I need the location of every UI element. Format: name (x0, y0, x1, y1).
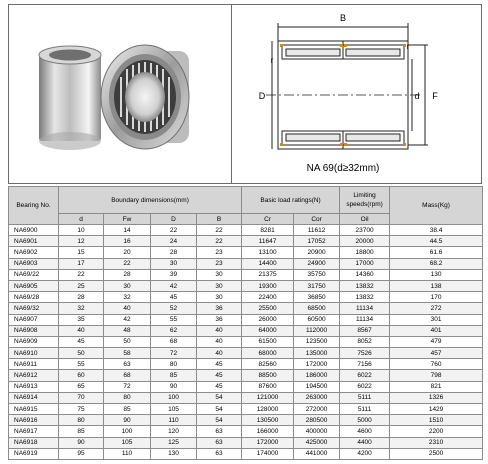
fw-cell: 63 (104, 359, 151, 370)
d-cell: 17 (59, 258, 104, 269)
cr-cell: 87600 (242, 381, 294, 392)
d-cell: 70 (59, 392, 104, 403)
b-cell: 63 (197, 426, 242, 437)
table-row (9, 258, 483, 269)
fw-cell: 16 (104, 236, 151, 247)
header-limiting-speeds: Limiting speeds(rpm) (340, 187, 390, 214)
fw-cell: 28 (104, 269, 151, 280)
cr-cell: 11647 (242, 236, 294, 247)
mass-cell: 798 (390, 370, 483, 381)
oil-cell: 4400 (340, 437, 390, 448)
oil-cell: 7156 (340, 359, 390, 370)
mass-cell: 130 (390, 269, 483, 280)
cor-cell: 272000 (294, 404, 340, 415)
header-mass: Mass(Kg) (390, 187, 483, 225)
bearing-no-cell: NA6917 (9, 426, 59, 437)
cr-cell: 14400 (242, 258, 294, 269)
bearing-no-cell: NA6919 (9, 448, 59, 459)
table-row (9, 404, 483, 415)
cor-cell: 400000 (294, 426, 340, 437)
oil-cell: 8052 (340, 336, 390, 347)
oil-cell: 20000 (340, 236, 390, 247)
bearing-no-cell: NA6909 (9, 336, 59, 347)
fw-cell: 40 (104, 303, 151, 314)
cor-cell: 425000 (294, 437, 340, 448)
cr-cell: 19300 (242, 280, 294, 291)
oil-cell: 6022 (340, 370, 390, 381)
b-cell: 40 (197, 336, 242, 347)
header-oil: Oil (340, 214, 390, 225)
fw-cell: 72 (104, 381, 151, 392)
b-cell: 63 (197, 448, 242, 459)
cor-cell: 36850 (294, 292, 340, 303)
table-row (9, 392, 483, 403)
drawing-caption: NA 69(d≥32mm) (306, 163, 380, 174)
bearing-no-cell: NA6907 (9, 314, 59, 325)
outer-d-cell: 30 (151, 258, 197, 269)
b-cell: 54 (197, 392, 242, 403)
fw-cell: 22 (104, 258, 151, 269)
b-cell: 45 (197, 381, 242, 392)
mass-cell: 272 (390, 303, 483, 314)
outer-d-cell: 120 (151, 426, 197, 437)
mass-cell: 2200 (390, 426, 483, 437)
outer-d-cell: 90 (151, 381, 197, 392)
d-cell: 90 (59, 437, 104, 448)
header-bearing-no: Bearing No. (9, 187, 59, 225)
cr-cell: 21375 (242, 269, 294, 280)
d-cell: 50 (59, 348, 104, 359)
b-cell: 23 (197, 258, 242, 269)
fw-cell: 110 (104, 448, 151, 459)
outer-d-cell: 55 (151, 314, 197, 325)
cr-cell: 68000 (242, 348, 294, 359)
d-cell: 35 (59, 314, 104, 325)
b-cell: 54 (197, 415, 242, 426)
b-cell: 36 (197, 303, 242, 314)
inner-ring-image (39, 46, 101, 150)
fw-cell: 80 (104, 392, 151, 403)
d-cell: 32 (59, 303, 104, 314)
table-row (9, 381, 483, 392)
fw-cell: 42 (104, 314, 151, 325)
outer-d-cell: 80 (151, 359, 197, 370)
bearing-no-cell: NA69/32 (9, 303, 59, 314)
d-cell: 75 (59, 404, 104, 415)
d-cell: 25 (59, 280, 104, 291)
cor-cell: 280500 (294, 415, 340, 426)
bearing-no-cell: NA6901 (9, 236, 59, 247)
fw-cell: 85 (104, 404, 151, 415)
outer-d-cell: 28 (151, 247, 197, 258)
table-row (9, 336, 483, 347)
outer-d-cell: 110 (151, 415, 197, 426)
cr-cell: 61500 (242, 336, 294, 347)
bearing-photo (9, 5, 231, 183)
header-boundary-dimensions: Boundary dimensions(mm) (59, 187, 242, 214)
dim-b-label: B (339, 13, 347, 23)
b-cell: 54 (197, 404, 242, 415)
cor-cell: 31750 (294, 280, 340, 291)
bearing-no-cell: NA6913 (9, 381, 59, 392)
b-cell: 40 (197, 325, 242, 336)
oil-cell: 13832 (340, 280, 390, 291)
cor-cell: 112000 (294, 325, 340, 336)
dim-f-label: F (432, 91, 438, 101)
table-row (9, 314, 483, 325)
cor-cell: 17052 (294, 236, 340, 247)
cr-cell: 25500 (242, 303, 294, 314)
mass-cell: 44.5 (390, 236, 483, 247)
b-cell: 30 (197, 292, 242, 303)
outer-d-cell: 85 (151, 370, 197, 381)
outer-d-cell: 72 (151, 348, 197, 359)
d-cell: 80 (59, 415, 104, 426)
table-row (9, 269, 483, 280)
oil-cell: 23700 (340, 225, 390, 236)
fw-cell: 100 (104, 426, 151, 437)
mass-cell: 457 (390, 348, 483, 359)
d-cell: 65 (59, 381, 104, 392)
outer-d-cell: 100 (151, 392, 197, 403)
cr-cell: 88500 (242, 370, 294, 381)
dim-r-right-label: r (406, 42, 410, 51)
cr-cell: 8281 (242, 225, 294, 236)
b-cell: 36 (197, 314, 242, 325)
cor-cell: 186000 (294, 370, 340, 381)
fw-cell: 48 (104, 325, 151, 336)
mass-cell: 1429 (390, 404, 483, 415)
cr-cell: 121000 (242, 392, 294, 403)
header-fw: Fw (104, 214, 151, 225)
d-cell: 10 (59, 225, 104, 236)
fw-cell: 68 (104, 370, 151, 381)
cor-cell: 35750 (294, 269, 340, 280)
d-cell: 55 (59, 359, 104, 370)
bearing-no-cell: NA6911 (9, 359, 59, 370)
bearing-spec-table (8, 186, 483, 460)
b-cell: 40 (197, 348, 242, 359)
mass-cell: 68.2 (390, 258, 483, 269)
table-row (9, 415, 483, 426)
d-cell: 15 (59, 247, 104, 258)
mass-cell: 38.4 (390, 225, 483, 236)
fw-cell: 30 (104, 280, 151, 291)
cr-cell: 82560 (242, 359, 294, 370)
d-cell: 85 (59, 426, 104, 437)
cor-cell: 263000 (294, 392, 340, 403)
mass-cell: 1326 (390, 392, 483, 403)
bearing-no-cell: NA6915 (9, 404, 59, 415)
bearing-no-cell: NA6910 (9, 348, 59, 359)
bearing-no-cell: NA69/28 (9, 292, 59, 303)
d-cell: 40 (59, 325, 104, 336)
mass-cell: 301 (390, 314, 483, 325)
cr-cell: 130500 (242, 415, 294, 426)
oil-cell: 11134 (340, 303, 390, 314)
d-cell: 28 (59, 292, 104, 303)
table-row (9, 247, 483, 258)
cr-cell: 166000 (242, 426, 294, 437)
oil-cell: 18800 (340, 247, 390, 258)
outer-d-cell: 45 (151, 292, 197, 303)
technical-drawing (232, 5, 481, 183)
bearing-no-cell: NA6900 (9, 225, 59, 236)
outer-d-cell: 62 (151, 325, 197, 336)
needle-bearing-image (101, 45, 189, 149)
oil-cell: 17000 (340, 258, 390, 269)
table-row (9, 359, 483, 370)
cor-cell: 20900 (294, 247, 340, 258)
fw-cell: 32 (104, 292, 151, 303)
cor-cell: 68500 (294, 303, 340, 314)
table-row (9, 236, 483, 247)
header-cr: Cr (242, 214, 294, 225)
b-cell: 63 (197, 437, 242, 448)
oil-cell: 5000 (340, 415, 390, 426)
bearing-no-cell: NA6912 (9, 370, 59, 381)
mass-cell: 138 (390, 280, 483, 291)
dim-r-left-label: r (270, 56, 274, 65)
oil-cell: 8567 (340, 325, 390, 336)
header-d: d (59, 214, 104, 225)
mass-cell: 170 (390, 292, 483, 303)
b-cell: 22 (197, 236, 242, 247)
d-cell: 95 (59, 448, 104, 459)
fw-cell: 58 (104, 348, 151, 359)
table-row (9, 292, 483, 303)
cr-cell: 26000 (242, 314, 294, 325)
bearing-no-cell: NA6908 (9, 325, 59, 336)
table-row (9, 370, 483, 381)
oil-cell: 4600 (340, 426, 390, 437)
cor-cell: 172000 (294, 359, 340, 370)
b-cell: 23 (197, 247, 242, 258)
oil-cell: 6022 (340, 381, 390, 392)
oil-cell: 4200 (340, 448, 390, 459)
b-cell: 30 (197, 280, 242, 291)
dim-d-inner-label: d (414, 91, 420, 101)
table-row (9, 325, 483, 336)
b-cell: 22 (197, 225, 242, 236)
mass-cell: 2310 (390, 437, 483, 448)
bearing-no-cell: NA6903 (9, 258, 59, 269)
cr-cell: 172000 (242, 437, 294, 448)
cor-cell: 60500 (294, 314, 340, 325)
b-cell: 45 (197, 370, 242, 381)
cor-cell: 24900 (294, 258, 340, 269)
b-cell: 45 (197, 359, 242, 370)
header-load-ratings: Basic load ratings(N) (242, 187, 340, 214)
mass-cell: 760 (390, 359, 483, 370)
d-cell: 45 (59, 336, 104, 347)
fw-cell: 105 (104, 437, 151, 448)
outer-d-cell: 68 (151, 336, 197, 347)
bearing-no-cell: NA6918 (9, 437, 59, 448)
cor-cell: 11612 (294, 225, 340, 236)
mass-cell: 821 (390, 381, 483, 392)
b-cell: 30 (197, 269, 242, 280)
table-row (9, 225, 483, 236)
d-cell: 22 (59, 269, 104, 280)
mass-cell: 61.6 (390, 247, 483, 258)
fw-cell: 20 (104, 247, 151, 258)
cor-cell: 194500 (294, 381, 340, 392)
outer-d-cell: 52 (151, 303, 197, 314)
mass-cell: 401 (390, 325, 483, 336)
bearing-no-cell: NA6914 (9, 392, 59, 403)
oil-cell: 14360 (340, 269, 390, 280)
fw-cell: 90 (104, 415, 151, 426)
mass-cell: 1510 (390, 415, 483, 426)
bearing-no-cell: NA6902 (9, 247, 59, 258)
cr-cell: 174000 (242, 448, 294, 459)
outer-d-cell: 105 (151, 404, 197, 415)
table-row (9, 303, 483, 314)
bearing-no-cell: NA69/22 (9, 269, 59, 280)
header-b: B (197, 214, 242, 225)
table-row (9, 348, 483, 359)
bearing-no-cell: NA6905 (9, 280, 59, 291)
cr-cell: 13100 (242, 247, 294, 258)
d-cell: 12 (59, 236, 104, 247)
bearing-no-cell: NA6916 (9, 415, 59, 426)
oil-cell: 7526 (340, 348, 390, 359)
cr-cell: 22400 (242, 292, 294, 303)
cr-cell: 128000 (242, 404, 294, 415)
cor-cell: 135000 (294, 348, 340, 359)
oil-cell: 5111 (340, 404, 390, 415)
fw-cell: 14 (104, 225, 151, 236)
table-row (9, 448, 483, 459)
d-cell: 60 (59, 370, 104, 381)
product-figure-panel (8, 4, 482, 184)
header-cor: Cor (294, 214, 340, 225)
mass-cell: 2500 (390, 448, 483, 459)
cor-cell: 441000 (294, 448, 340, 459)
outer-d-cell: 39 (151, 269, 197, 280)
cor-cell: 123500 (294, 336, 340, 347)
mass-cell: 479 (390, 336, 483, 347)
table-row (9, 426, 483, 437)
outer-d-cell: 24 (151, 236, 197, 247)
table-row (9, 437, 483, 448)
table-row (9, 280, 483, 291)
oil-cell: 11134 (340, 314, 390, 325)
header-outer-d: D (151, 214, 197, 225)
cr-cell: 64000 (242, 325, 294, 336)
oil-cell: 5111 (340, 392, 390, 403)
dim-d-outer-label: D (258, 91, 266, 101)
fw-cell: 50 (104, 336, 151, 347)
outer-d-cell: 42 (151, 280, 197, 291)
outer-d-cell: 22 (151, 225, 197, 236)
outer-d-cell: 125 (151, 437, 197, 448)
outer-d-cell: 130 (151, 448, 197, 459)
oil-cell: 13832 (340, 292, 390, 303)
